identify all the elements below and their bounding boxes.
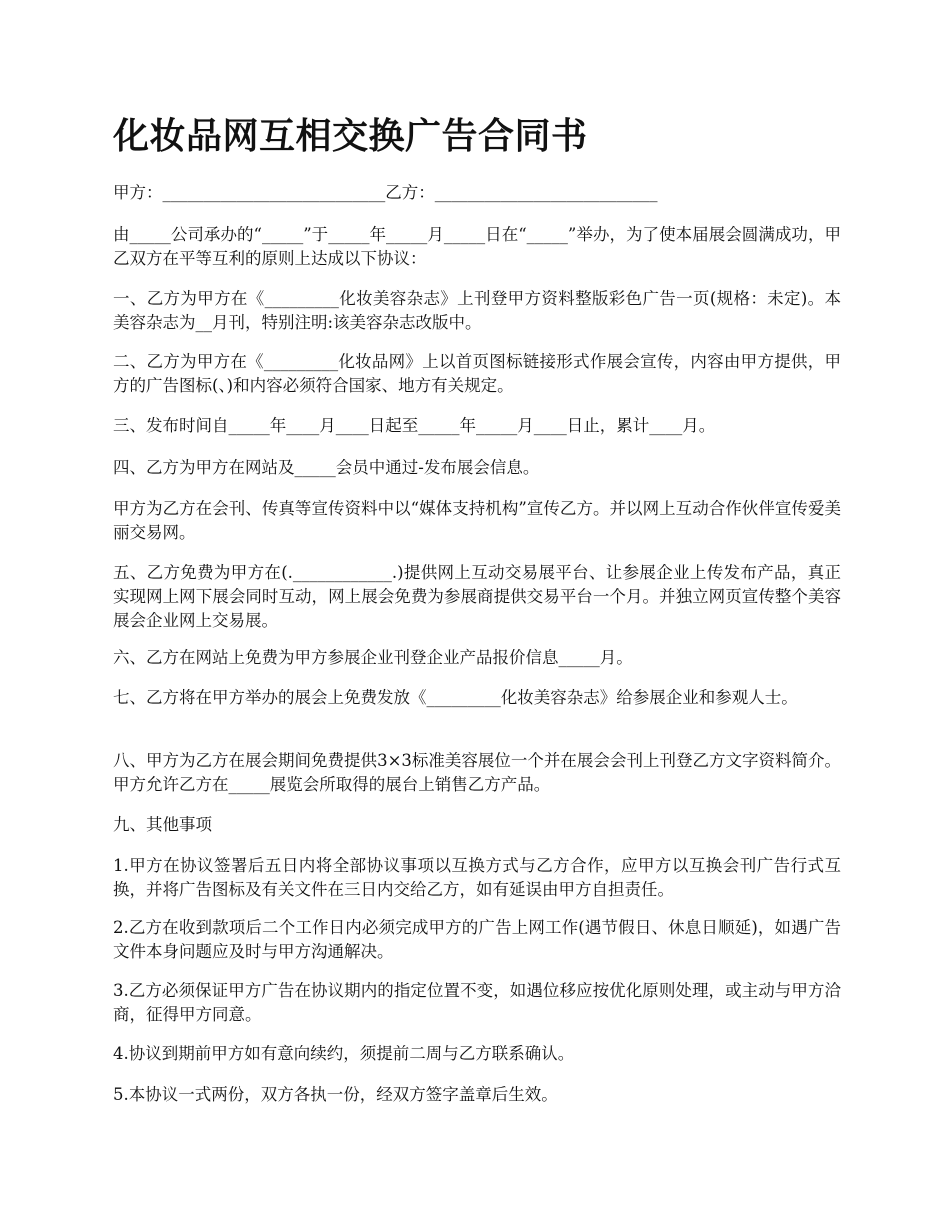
paragraph-other-4: 4.协议到期前甲方如有意向续约，须提前二周与乙方联系确认。: [113, 1044, 575, 1063]
paragraph-clause-8: 八、甲方为乙方在展会期间免费提供3×3标准美容展位一个并在展会会刊上刊登乙方文字资料简介。甲方允许乙方在_____展览会所取得的展台上销售乙方产品。: [113, 751, 841, 794]
document-title: 化妆品网互相交换广告合同书: [113, 115, 588, 157]
paragraph-clause-3: 三、发布时间自_____年____月____日起至_____年_____月____日止，累计____月。: [113, 416, 716, 435]
paragraph-clause-4-note: 甲方为乙方在会刊、传真等宣传资料中以“媒体支持机构”宣传乙方。并以网上互动合作伙伴宣传爱美丽交易网。: [113, 499, 841, 542]
paragraph-other-3: 3.乙方必须保证甲方广告在协议期内的指定位置不变，如遇位移应按优化原则处理，或主动与甲方洽商，征得甲方同意。: [113, 981, 841, 1024]
paragraph-clause-7: 七、乙方将在甲方举办的展会上免费发放《_________化妆美容杂志》给参展企业和参观人士。: [113, 688, 798, 707]
paragraph-intro: 由_____公司承办的“_____”于_____年_____月_____日在“_____”举办，为了使本届展会圆满成功，甲乙双方在平等互利的原则上达成以下协议：: [113, 225, 841, 268]
parties-line: 甲方：___________________________乙方：___________________________: [113, 183, 658, 202]
paragraph-clause-2: 二、乙方为甲方在《_________化妆品网》上以首页图标链接形式作展会宣传，内容由甲方提供，甲方的广告图标(、)和内容必须符合国家、地方有关规定。: [113, 352, 841, 395]
paragraph-other-5: 5.本协议一式两份，双方各执一份，经双方签字盖章后生效。: [113, 1085, 558, 1104]
paragraph-clause-4: 四、乙方为甲方在网站及_____会员中通过-发布展会信息。: [113, 458, 540, 477]
paragraph-clause-5: 五、乙方免费为甲方在(.____________.)提供网上互动交易展平台、让参展企业上传发布产品，真正实现网上网下展会同时互动，网上展会免费为参展商提供交易平台一个月。并独立网页宣传整个美容展会企业网上交易展。: [113, 563, 841, 630]
paragraph-clause-6: 六、乙方在网站上免费为甲方参展企业刊登企业产品报价信息_____月。: [113, 648, 633, 667]
paragraph-other-1: 1.甲方在协议签署后五日内将全部协议事项以互换方式与乙方合作，应甲方以互换会刊广告行式互换，并将广告图标及有关文件在三日内交给乙方，如有延误由甲方自担责任。: [113, 856, 841, 899]
paragraph-clause-9-heading: 九、其他事项: [113, 815, 212, 834]
paragraph-clause-1: 一、乙方为甲方在《_________化妆美容杂志》上刊登甲方资料整版彩色广告一页(规格：未定)。本美容杂志为__月刊，特别注明:该美容杂志改版中。: [113, 289, 841, 332]
paragraph-other-2: 2.乙方在收到款项后二个工作日内必须完成甲方的广告上网工作(遇节假日、休息日顺延)，如遇广告文件本身问题应及时与甲方沟通解决。: [113, 918, 841, 961]
